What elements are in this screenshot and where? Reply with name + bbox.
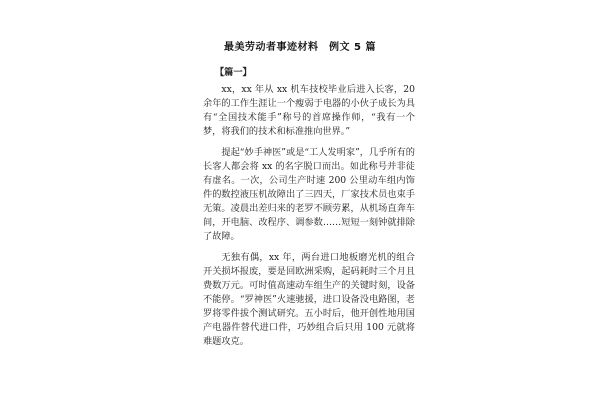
paragraph-2: 提起“妙手神医”或是“工人发明家”，几乎所有的长客人都会将 xx 的名字脱口而出。如此称号并非徒有虚名。一次，公司生产时速 200 公里动车组内饰件的数控液压机故障出了三四天，厂家技术员也束手无策。凌晨出差归来的老罗不顾劳累，从机场直奔车间，开电脑、改程序、调参数……短短一刻钟就排除了故障。: [203, 147, 415, 242]
section-label: 【篇一】: [215, 67, 252, 78]
paragraph-1: xx，xx 年从 xx 机车技校毕业后进入长客，20 余年的工作生涯让一个瘦弱于电器的小伙子成长为具有“全国技术能手”称号的首席操作师，“我有一个梦，将我们的技术和标准推向世界。”: [203, 84, 415, 137]
paragraph-3: 无独有偶，xx 年，两台进口地板磨光机的组合开关损坏报废，要是回欧洲采购，起码耗时三个月且费数万元。可时值高速动车组生产的关键时刻，设备不能停。“罗神医”火速驰援，进口设备没电路图，老罗将零件拔个测试研究。五小时后，他开创性地用国产电器件替代进口件，巧妙组合后只用 100 元就将难题攻克。: [203, 252, 415, 347]
document-title: 最美劳动者事迹材料 例文 5 篇: [224, 42, 376, 53]
document-body: [203, 66, 415, 356]
